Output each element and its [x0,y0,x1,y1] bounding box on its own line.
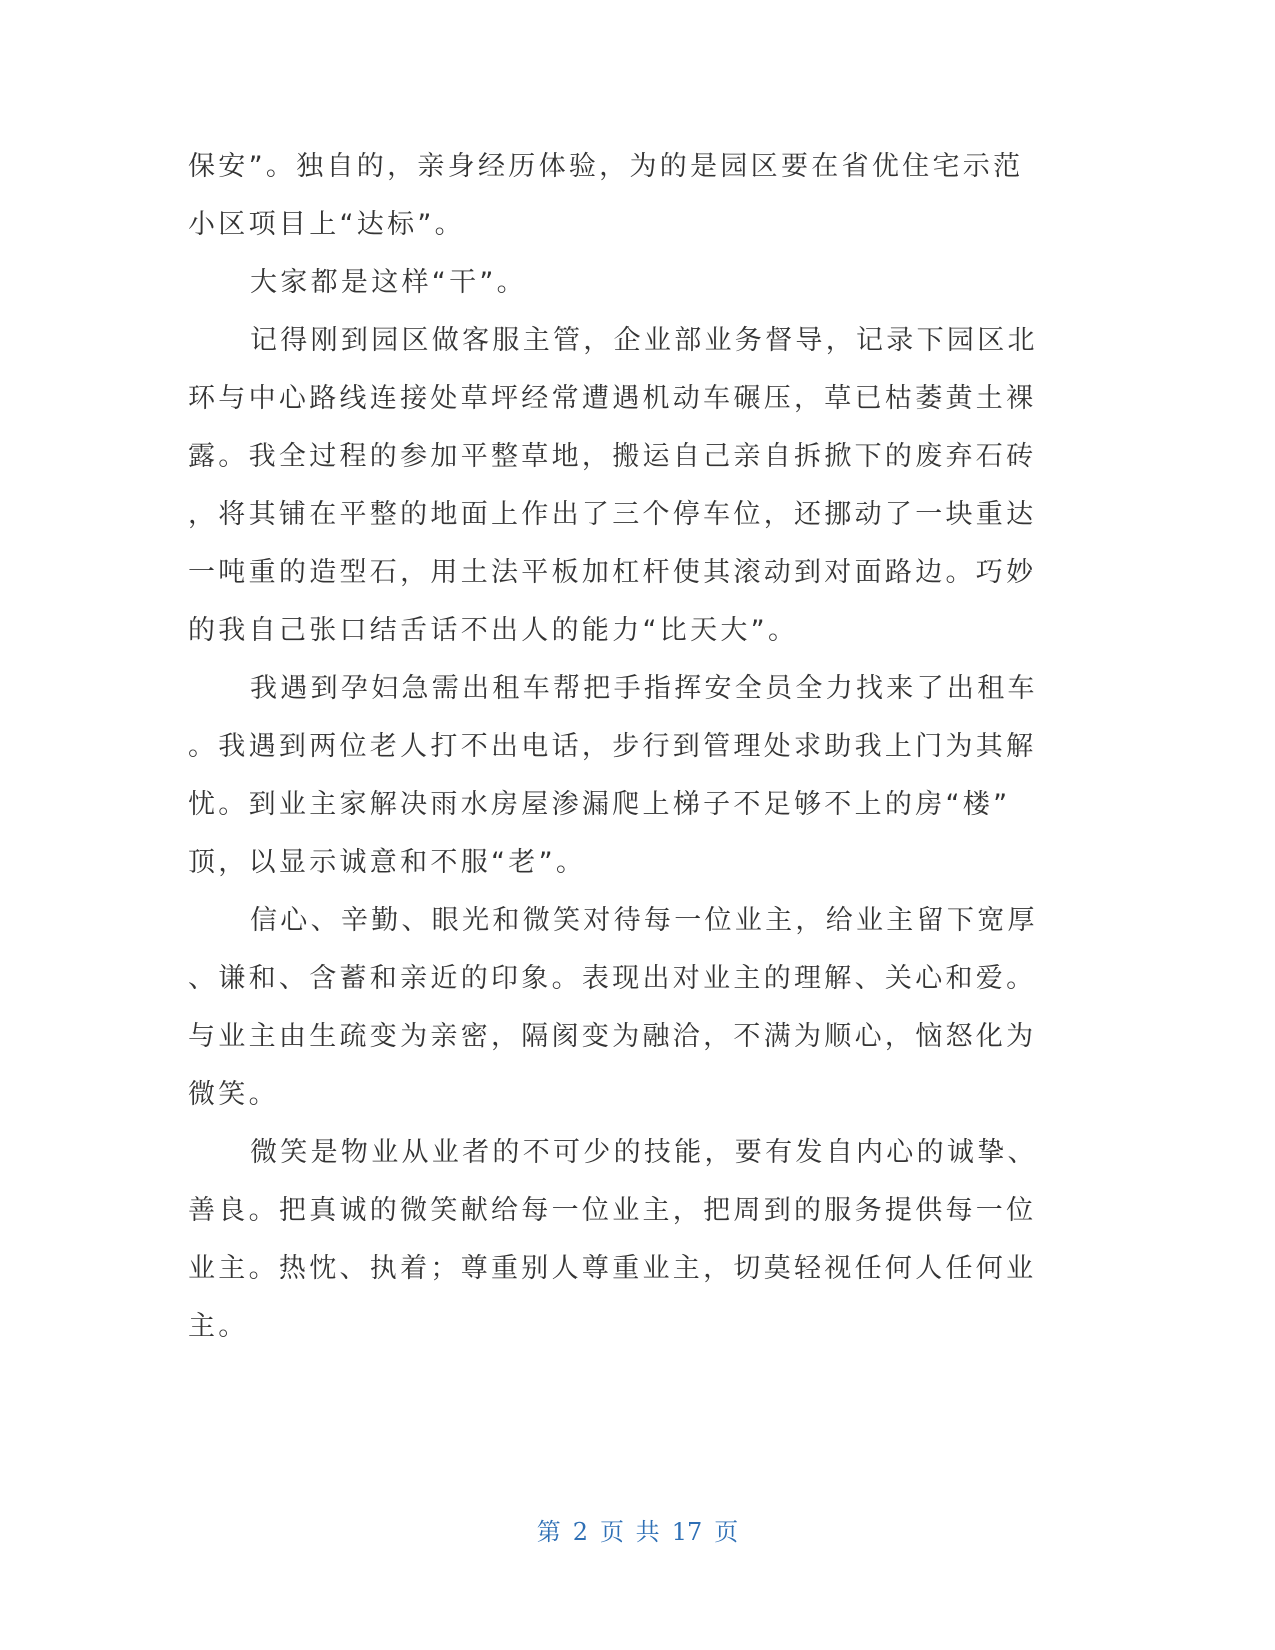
page-footer [0,1512,1275,1547]
text-line: 顶，以显示诚意和不服“老”。 [188,847,587,878]
text-line: 小区项目上“达标”。 [188,209,465,240]
footer-middle: 页 共 [600,1518,660,1546]
text-line: 善良。把真诚的微笑献给每一位业主，把周到的服务提供每一位 [188,1195,1037,1226]
text-line: 露。我全过程的参加平整草地，搬运自己亲自拆掀下的废弃石砖 [188,441,1037,472]
text-line: 微笑是物业从业者的不可少的技能，要有发自内心的诚挚、 [250,1137,1038,1168]
footer-current-page: 2 [572,1518,589,1546]
text-line: 大家都是这样“干”。 [250,267,527,298]
text-line: 与业主由生疏变为亲密，隔阂变为融洽，不满为顺心，恼怒化为 [188,1021,1037,1052]
text-line: 主。 [188,1311,249,1342]
text-line: 保安”。独自的，亲身经历体验，为的是园区要在省优住宅示范 [188,151,1024,182]
text-line: 的我自己张口结舌话不出人的能力“比天大”。 [188,615,799,646]
text-line: 环与中心路线连接处草坪经常遭遇机动车碾压，草已枯萎黄土裸 [188,383,1037,414]
text-line: ，将其铺在平整的地面上作出了三个停车位，还挪动了一块重达 [188,499,1037,530]
text-line: 我遇到孕妇急需出租车帮把手指挥安全员全力找来了出租车 [250,673,1038,704]
text-line: 信心、辛勤、眼光和微笑对待每一位业主，给业主留下宽厚 [250,905,1038,936]
text-line: 、谦和、含蓄和亲近的印象。表现出对业主的理解、关心和爱。 [188,963,1037,994]
footer-suffix: 页 [714,1518,739,1546]
text-line: 微笑。 [188,1079,279,1110]
text-line: 。我遇到两位老人打不出电话，步行到管理处求助我上门为其解 [188,731,1037,762]
document-body [188,138,1058,1356]
text-line: 业主。热忱、执着；尊重别人尊重业主，切莫轻视任何人任何业 [188,1253,1037,1284]
footer-total-pages: 17 [671,1518,703,1546]
text-line: 忧。到业主家解决雨水房屋渗漏爬上梯子不足够不上的房“楼” [188,789,1011,820]
text-line: 一吨重的造型石，用土法平板加杠杆使其滚动到对面路边。巧妙 [188,557,1037,588]
footer-prefix: 第 [536,1518,561,1546]
text-line: 记得刚到园区做客服主管，企业部业务督导，记录下园区北 [250,325,1038,356]
